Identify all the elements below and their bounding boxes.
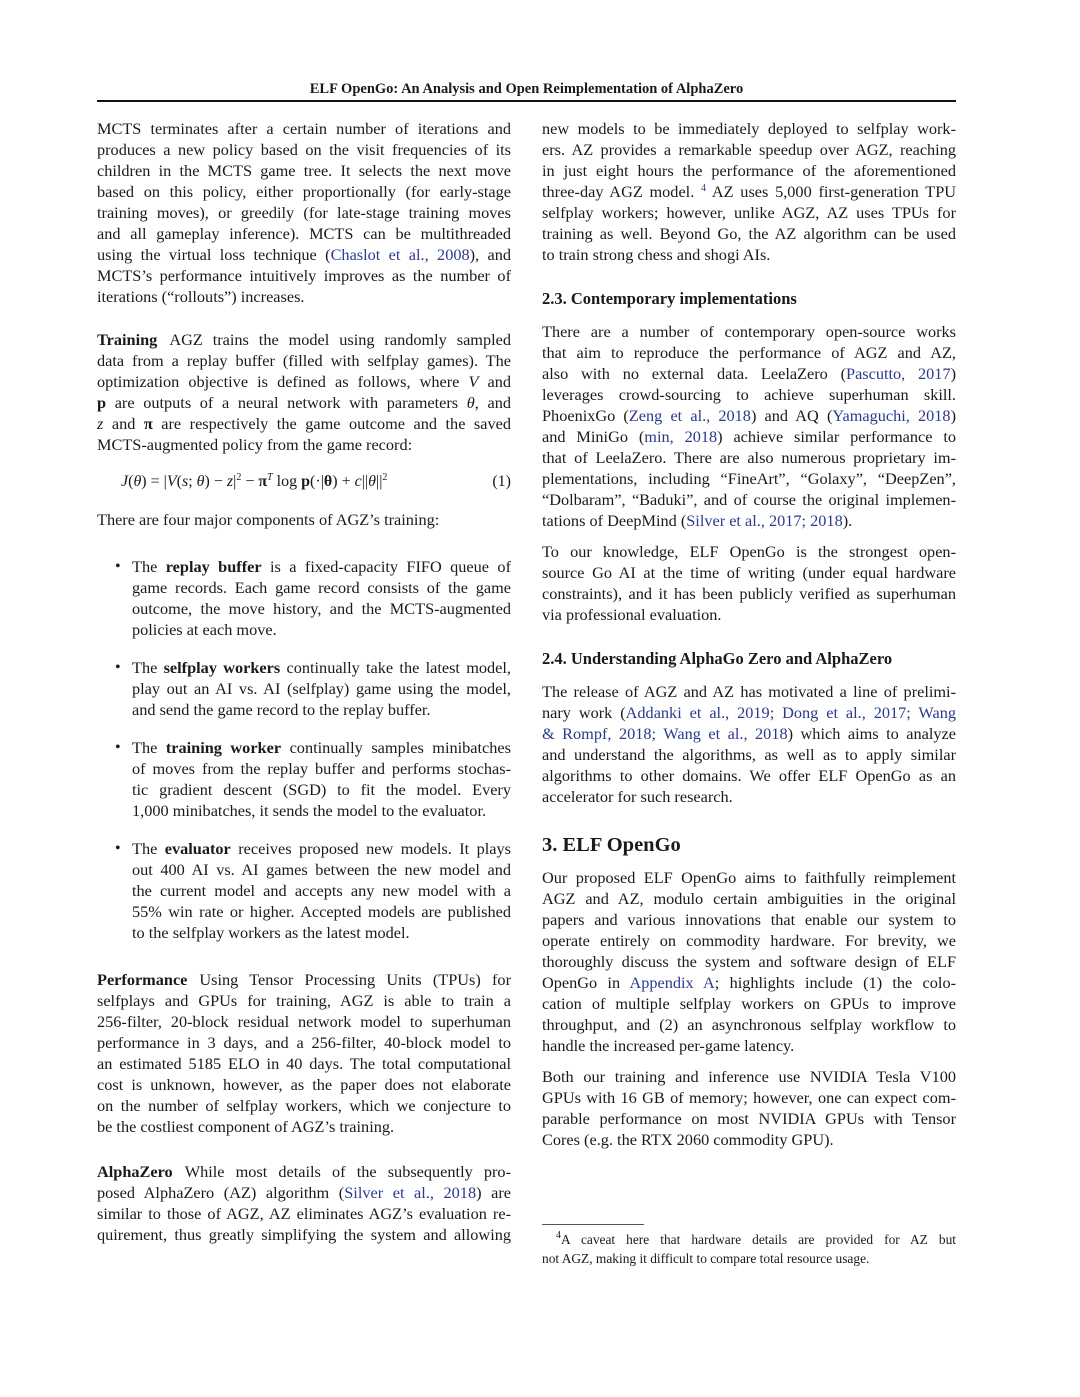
loss-equation: J(θ) = |V(s; $\theta) - z|^2 - \pi^T$ $\log p(\cdot|\theta) + c||\theta||^2$ — [121, 472, 388, 490]
performance-heading: Performance — [97, 970, 188, 989]
mcts-paragraph: MCTS terminates after a certain number of iterations and produces a new policy based on the visit frequencies of its children in the MCTS game tree. It selects the next move based on this policy, either proportionally (for early-stage training moves), or greedily (for late-stage training moves and all gameplay inference). MCTS can be multithreaded using the virtual loss technique (Chaslot et al., 2008), and MCTS’s performance intuitively improves as the number of iterations (“rollouts”) increases. — [97, 119, 511, 306]
hardware-paragraph: Both our training and inference use NVIDIA Tesla V100 GPUs with 16 GB of memory; however, one can expect com- parable performance on most NVIDIA GPUs with Tensor Cores (e.g. the RTX 2060 commodity GPU). — [542, 1067, 956, 1149]
performance-paragraph: Performance Using Tensor Processing Units (TPUs) for selfplays and GPUs for training, AGZ is able to train a 256-filter, 20-block residual network model to superhuman performance in 3 days, and a 256-filter, 40-block model to an estimated 5185 ELO in 40 days. The total computational cost is unknown, however, as the paper does not elaborate on the number of selfplay workers, which we conjecture to be the costliest component of AGZ’s training. — [97, 970, 511, 1136]
components-intro: There are four major components of AGZ’s training: — [97, 510, 440, 529]
equation-1 — [97, 469, 511, 495]
footnote-marker: 4 — [556, 1230, 561, 1241]
az-continuation-paragraph: new models to be immediately deployed to selfplay work- ers. AZ provides a remarkable speedup over AGZ, reaching in just eight hours the performance of the aforementioned three-day AGZ model. $^4$ AZ uses 5,000 first-generation TPU selfplay workers; however, unlike AGZ, AZ uses TPUs for training as well. Beyond Go, the AZ algorithm can be used to train strong chess and shogi AIs. — [542, 119, 957, 264]
citation-link-chaslot[interactable]: Chaslot et al., 2008 — [330, 245, 470, 264]
bullet-selfplay-workers: • The selfplay workers continually take the latest model, play out an AI vs. AI (selfplay) game using the model, and send the game record to the replay buffer. — [115, 658, 512, 719]
left-column — [97, 118, 511, 1245]
contemporary-paragraph: There are a number of contemporary open-source works that aim to reproduce the performance of AGZ and AZ, also with no external data. LeelaZero (Pascutto, 2017) leverages crowd-sourcing to achieve superhuman skill. PhoenixGo (Zeng et al., 2018) and AQ (Yamaguchi, 2018) and MiniGo (min, 2018) achieve similar performance to that of LeelaZero. There are also numerous proprietary im- plementations, including “FineArt”, “Golaxy”, “DeepZen”, “Dolbaram”, “Baduki”, and of course the original implemen- tations of DeepMind (Silver et al., 2017; 2018). — [542, 322, 957, 530]
alphazero-heading: AlphaZero — [97, 1162, 173, 1181]
citation-link-yamaguchi[interactable]: Yamaguchi, 2018 — [832, 406, 951, 425]
citation-link-pascutto[interactable]: Pascutto, 2017 — [846, 364, 951, 383]
citation-link-addanki-dong-wang[interactable]: Addanki et al., 2019; Dong et al., 2017; Wang — [625, 703, 956, 722]
equation-number: (1) — [492, 473, 511, 490]
right-column — [542, 118, 956, 1150]
footnote-rule — [542, 1224, 644, 1225]
citation-link-silver-2017-2018[interactable]: Silver et al., 2017; 2018 — [686, 511, 843, 530]
training-heading: Training — [97, 330, 158, 349]
bullet-icon: • — [115, 659, 121, 676]
citation-link-zeng[interactable]: Zeng et al., 2018 — [628, 406, 751, 425]
running-title: ELF OpenGo: An Analysis and Open Reimplementation of AlphaZero — [309, 81, 744, 97]
citation-link-silver-2018[interactable]: Silver et al., 2018 — [344, 1183, 477, 1202]
bullet-evaluator: • The evaluator receives proposed new models. It plays out 400 AI vs. AI games between the new model and the current model and accepts any new model with a 55% win rate or higher. Accepted models are published to the selfplay workers as the latest model. — [115, 839, 511, 942]
header-rule — [97, 100, 956, 102]
understanding-paragraph: The release of AGZ and AZ has motivated a line of prelimi- nary work (Addanki et al., 2019; Dong et al., 2017; Wang & Rompf, 2018; Wang et al., 2018) which aims to analyze and understand the algorithms, as well as to apply similar algorithms to other domains. We offer ELF OpenGo as an accelerator for such research. — [542, 682, 956, 806]
elf-opengo-paragraph: Our proposed ELF OpenGo aims to faithfully reimplement AGZ and AZ, modulo certain ambiguities in the original papers and various innovations that enable our system to operate entirely on commodity hardware. For brevity, we thoroughly discuss the system and software design of ELF OpenGo in Appendix A; highlights include (1) the colo- cation of multiple selfplay workers on GPUs to improve throughput, and (2) an asynchronous selfplay workflow to handle the increased per-game latency. — [542, 868, 957, 1055]
section-heading-2-3: 2.3. Contemporary implementations — [542, 289, 797, 308]
strongest-paragraph: To our knowledge, ELF OpenGo is the strongest open- source Go AI at the time of writing (under equal hardware constraints), and it has been publicly verified as superhuman via professional evaluation. — [542, 542, 956, 624]
training-paragraph: Training AGZ trains the model using randomly sampled data from a replay buffer (filled with selfplay games). The optimization objective is defined as follows, where V and p are outputs of a neural network with parameters θ, and z and π are respectively the game outcome and the saved MCTS-augmented policy from the game record: — [97, 330, 512, 454]
bullet-icon: • — [115, 840, 121, 857]
footnote-ref-4[interactable]: 4 — [701, 183, 707, 194]
footnote-4: $^4$A caveat here that hardware details are provided for AZ but not AGZ, making it difficult to compare total resource usage. — [542, 1230, 956, 1266]
bullet-icon: • — [115, 739, 121, 756]
bullet-replay-buffer: • The replay buffer is a fixed-capacity FIFO queue of game records. Each game record consists of the game outcome, the move history, and the MCTS-augmented policies at each move. — [115, 557, 511, 639]
alphazero-paragraph: AlphaZero While most details of the subsequently pro- posed AlphaZero (AZ) algorithm (Silver et al., 2018) are similar to those of AGZ, AZ eliminates AGZ’s evaluation re- quirement, thus greatly simplifying the system and allowing — [97, 1162, 511, 1244]
bullet-icon: • — [115, 558, 121, 575]
appendix-a-link[interactable]: Appendix A — [629, 973, 715, 992]
section-heading-3: 3. ELF OpenGo — [542, 834, 681, 856]
citation-link-rompf-wang[interactable]: & Rompf, 2018; Wang et al., 2018 — [542, 724, 788, 743]
bullet-training-worker: • The training worker continually samples minibatches of moves from the replay buffer and performs stochas- tic gradient descent (SGD) to fit the model. Every 1,000 minibatches, it sends the model to the evaluator. — [115, 738, 511, 820]
section-heading-2-4: 2.4. Understanding AlphaGo Zero and AlphaZero — [542, 649, 893, 668]
citation-link-min[interactable]: min, 2018 — [644, 427, 718, 446]
